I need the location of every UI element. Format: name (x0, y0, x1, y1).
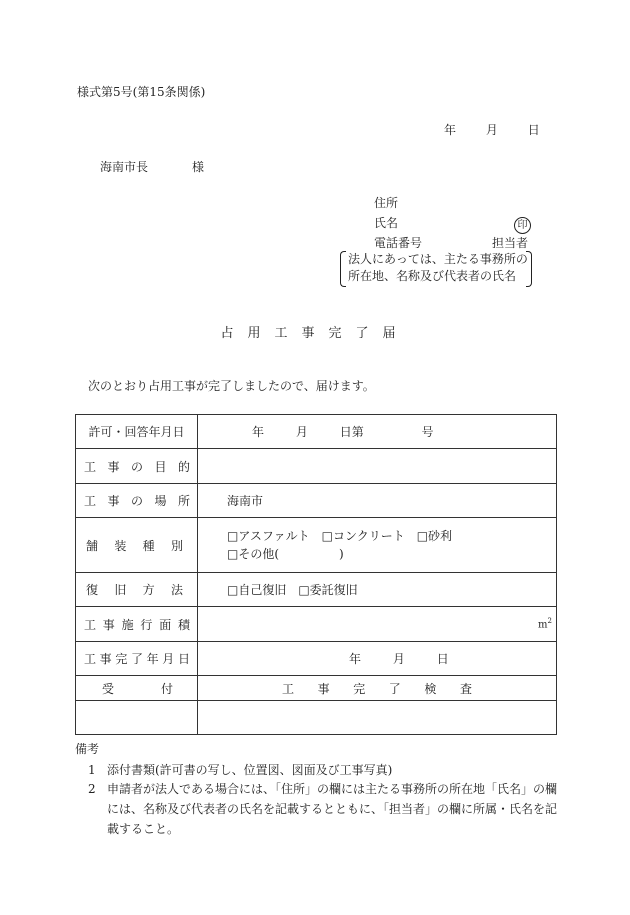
remark-item (88, 779, 558, 839)
purpose-value[interactable] (198, 449, 557, 484)
date-day: 日 (527, 123, 540, 137)
completion-label-char: 完 (115, 652, 128, 666)
area-label-char: 積 (177, 617, 190, 632)
applicant-block (374, 194, 530, 254)
permit-day-no: 日第 (339, 425, 364, 439)
pavement-options[interactable] (198, 518, 557, 573)
date-line (444, 121, 540, 138)
completion-date-label (76, 642, 198, 676)
bracket-left (340, 251, 346, 287)
receipt-header-row (76, 676, 557, 701)
remark-text: 申請者が法人である場合には、「住所」の欄には主たる事務所の所在地「氏名」の欄には、名称及び代表者の氏名を記載するとともに、「担当者」の欄に所属・氏名を記載すること。 (107, 782, 558, 836)
purpose-label-char: 的 (177, 459, 190, 474)
permit-date-value[interactable] (198, 415, 557, 449)
date-year: 年 (444, 123, 457, 137)
location-label-char: 場 (154, 494, 167, 508)
restore-label-char: 方 (142, 583, 155, 597)
completion-label-char: 年 (146, 652, 159, 666)
area-label (76, 607, 198, 642)
completion-month: 月 (392, 652, 405, 666)
restore-label-char: 旧 (114, 583, 127, 597)
completion-label-char: 事 (99, 652, 112, 666)
completion-day: 日 (436, 652, 449, 666)
area-unit-sup: 2 (547, 617, 552, 626)
remark-number: 2 (88, 782, 96, 796)
area-label-char: 面 (159, 617, 172, 632)
restore-options[interactable]: □自己復旧 □委託復旧 (198, 573, 557, 607)
pavement-label-char: 装 (114, 538, 127, 553)
receipt-label-char: 付 (160, 681, 173, 696)
area-label-char: 事 (102, 617, 115, 632)
pavement-label-char: 種 (142, 538, 155, 553)
completion-label-char: 日 (177, 652, 190, 666)
intro-text: 次のとおり占用工事が完了しましたので、届けます。 (88, 379, 375, 393)
receipt-row (76, 701, 557, 735)
restore-label-char: 復 (86, 583, 99, 597)
permit-month: 月 (295, 425, 308, 439)
completion-row (76, 642, 557, 676)
date-month: 月 (485, 123, 498, 137)
purpose-label (76, 449, 198, 484)
corporate-note (340, 251, 532, 287)
inspection-label-char: 事 (317, 681, 330, 696)
location-label (76, 484, 198, 518)
form-code: 様式第5号(第15条関係) (77, 85, 206, 99)
receipt-label-char: 受 (102, 681, 115, 696)
pavement-label (76, 518, 198, 573)
phone-label: 電話番号 (374, 236, 423, 250)
completion-form-table (75, 414, 557, 735)
permit-row (76, 415, 557, 449)
seal-mark: 印 (514, 217, 531, 234)
inspection-label (198, 676, 557, 701)
area-row (76, 607, 557, 642)
pavement-label-char: 舗 (86, 538, 99, 553)
location-value[interactable]: 海南市 (198, 484, 557, 518)
permit-number: 号 (421, 425, 434, 439)
corporate-note-line1: 法人にあっては、主たる事務所の (348, 252, 528, 266)
corporate-note-line2: 所在地、名称及び代表者の氏名 (348, 269, 517, 283)
completion-label-char: 工 (84, 652, 97, 666)
receipt-label (76, 676, 198, 701)
purpose-row (76, 449, 557, 484)
remark-number: 1 (88, 763, 96, 777)
area-label-char: 行 (140, 617, 153, 632)
pavement-options-line1[interactable]: □アスファルト □コンクリート □砂利 (227, 529, 453, 543)
inspection-label-char: 完 (353, 681, 366, 696)
restore-label-char: 法 (170, 583, 183, 597)
name-label: 氏名 (374, 216, 399, 230)
location-label-char: 事 (107, 494, 120, 508)
purpose-label-char: 工 (84, 459, 97, 474)
completion-year: 年 (349, 652, 362, 666)
inspection-label-char: 了 (388, 681, 401, 696)
completion-date-value[interactable] (198, 642, 557, 676)
area-value[interactable] (198, 607, 557, 642)
location-label-char: 所 (177, 494, 190, 508)
bracket-right (526, 251, 532, 287)
pavement-options-line2[interactable]: □その他( ) (227, 547, 344, 561)
permit-date-label: 許可・回答年月日 (76, 415, 198, 449)
addressee (100, 158, 204, 175)
inspection-label-char: 査 (459, 681, 472, 696)
receipt-stamp-area[interactable] (76, 701, 198, 735)
restore-row (76, 573, 557, 607)
address-label: 住所 (374, 196, 399, 210)
contact-label: 担当者 (492, 236, 529, 250)
area-label-char: 施 (121, 617, 134, 632)
location-label-char: の (130, 494, 143, 508)
addressee-suffix: 様 (192, 160, 205, 174)
pavement-row (76, 518, 557, 573)
completion-label-char: 了 (130, 652, 143, 666)
remark-text: 添付書類(許可書の写し、位置図、図面及び工事写真) (107, 763, 393, 777)
remark-item (88, 760, 558, 780)
permit-year: 年 (252, 425, 265, 439)
addressee-name: 海南市長 (100, 160, 149, 174)
restore-label (76, 573, 198, 607)
purpose-label-char: の (130, 459, 143, 474)
inspection-label-char: 検 (424, 681, 437, 696)
purpose-label-char: 事 (107, 459, 120, 474)
remarks-title: 備考 (75, 742, 100, 756)
location-label-char: 工 (84, 494, 97, 508)
pavement-label-char: 別 (170, 538, 183, 553)
inspection-label-char: 工 (282, 681, 295, 696)
document-title: 占用工事完了届 (220, 326, 410, 341)
completion-label-char: 月 (162, 652, 175, 666)
inspection-stamp-area[interactable] (198, 701, 557, 735)
area-unit: m (538, 619, 548, 631)
area-label-char: 工 (84, 617, 97, 632)
purpose-label-char: 目 (154, 459, 167, 474)
location-row (76, 484, 557, 518)
